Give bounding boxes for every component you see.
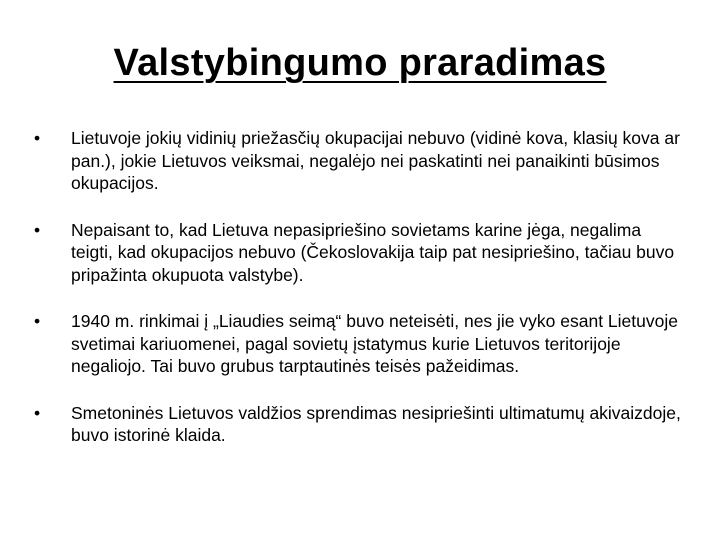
bullet-item — [34, 219, 686, 287]
bullet-list — [34, 127, 686, 471]
bullet-text: Smetoninės Lietuvos valdžios sprendimas nesipriešinti ultimatumų akivaizdoje, buvo istorinė klaida. — [71, 402, 681, 445]
bullet-text: 1940 m. rinkimai į „Liaudies seimą“ buvo neteisėti, nes jie vyko esant Lietuvoje svetimai kariuomenei, pagal sovietų įstatymus kurie Lietuvos teritorijoje negaliojo. Tai buvo grubus tarptautinės teisės pažeidimas. — [71, 311, 678, 376]
slide-title: Valstybingumo praradimas — [113, 42, 607, 84]
bullet-item — [34, 402, 686, 447]
bullet-text: Nepaisant to, kad Lietuva nepasipriešino sovietams karine jėga, negalima teigti, kad okupacijos nebuvo (Čekoslovakija taip pat nesipriešino, tačiau buvo pripažinta okupuota valstybe). — [71, 219, 675, 285]
bullet-marker: • — [34, 128, 41, 148]
bullet-item — [34, 310, 686, 378]
bullet-item — [34, 127, 686, 195]
bullet-text: Lietuvoje jokių vidinių priežasčių okupacijai nebuvo (vidinė kova, klasių kova ar pan.), jokie Lietuvos veiksmai, negalėjo nei paskatinti nei panaikinti būsimos okupacijos. — [71, 128, 680, 193]
bullet-marker: • — [34, 311, 41, 331]
bullet-marker: • — [34, 219, 41, 240]
bullet-marker: • — [34, 402, 41, 423]
